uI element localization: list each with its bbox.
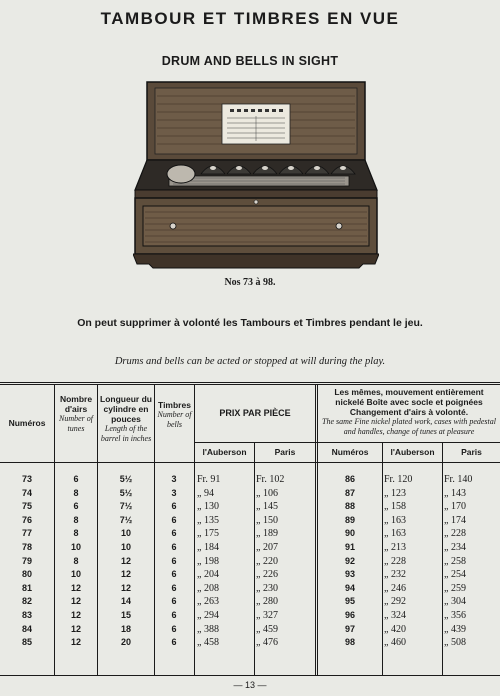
cell-timbres: 3 [171,487,177,498]
cell-auberson: „ 175 [197,528,219,540]
cell-paris: „ 280 [256,596,278,608]
cell-numero: 73 [21,474,32,484]
header-timbres-en: Number of bells [157,410,192,429]
cell-airs: 8 [73,555,79,566]
cell-auberson: „ 388 [197,623,219,635]
cell-numero-2: 96 [344,610,355,620]
table-header-rule [0,462,500,463]
cell-auberson: „ 458 [197,637,219,649]
cell-paris: „ 106 [256,487,278,499]
note-french: On peut supprimer à volonté les Tambours et Timbres pendant le jeu. [77,317,423,329]
table-row [0,528,500,541]
table-top-rule-double [0,384,500,385]
table-row [0,596,500,609]
cell-longueur: 10 [120,528,131,539]
header-longueur-en: Length of the barrel in inches [100,424,152,443]
cell-auberson-2: „ 123 [384,487,406,499]
cell-longueur: 5½ [119,474,133,484]
cell-paris-2: „ 254 [444,569,466,581]
cell-timbres: 6 [171,528,177,539]
header-longueur-fr: Longueur du cylindre en pouces [100,394,152,424]
cell-auberson-2: „ 246 [384,582,406,594]
table-bottom-rule [0,675,500,676]
cell-auberson: „ 94 [197,487,214,499]
cell-paris-2: „ 259 [444,582,466,594]
cell-numero: 84 [21,623,32,634]
cell-paris: „ 150 [256,514,278,526]
cell-auberson-2: „ 158 [384,501,406,513]
header-paris: Paris [274,447,296,457]
cell-auberson: „ 198 [197,555,219,567]
cell-numero: 80 [21,569,32,580]
cell-auberson: „ 130 [197,501,219,513]
cell-numero-2: 98 [344,637,355,648]
page-number: — 13 — [233,680,267,690]
price-subheader-rule [195,442,315,443]
header-auberson-2: l'Auberson [390,447,435,457]
cell-airs: 12 [70,582,81,593]
cell-auberson: „ 184 [197,542,219,553]
cell-timbres: 6 [171,637,177,648]
cell-auberson-2: „ 292 [384,596,406,608]
cell-paris: „ 459 [256,623,278,635]
table-top-rule [0,382,500,383]
note-english: Drums and bells can be acted or stopped at will during the play. [114,356,386,367]
cell-timbres: 6 [171,623,177,634]
header-prix: PRIX PAR PIÈCE [219,408,291,418]
cell-auberson: „ 294 [197,610,219,621]
cell-auberson-2: „ 232 [384,569,406,581]
header-nombre-airs-fr: Nombre d'airs [59,394,93,414]
cell-timbres: 6 [171,596,177,607]
cell-numero-2: 89 [344,514,355,525]
model-numbers: Nos 73 à 98. [224,277,276,288]
cell-paris: „ 220 [256,555,278,567]
cell-paris: „ 207 [256,542,278,553]
cell-paris-2: Fr. 140 [444,474,473,485]
cell-numero-2: 87 [344,487,355,498]
cell-airs: 8 [73,528,79,539]
header-auberson: l'Auberson [202,447,247,457]
cell-airs: 10 [70,569,81,580]
cell-paris: „ 226 [256,569,278,581]
cell-paris-2: „ 234 [444,542,466,553]
cell-longueur: 10 [120,542,131,552]
cell-timbres: 6 [171,569,177,580]
cell-paris-2: „ 174 [444,514,466,526]
cell-auberson-2: „ 324 [384,610,406,621]
cell-auberson-2: „ 163 [384,514,406,526]
table-row [0,610,500,623]
cell-timbres: 6 [171,542,177,552]
cell-numero: 78 [21,542,32,552]
table-row [0,569,500,582]
table-row [0,488,500,501]
cell-paris: „ 476 [256,637,278,649]
cell-auberson: „ 208 [197,582,219,594]
header-same [320,387,498,437]
cell-numero: 76 [21,514,32,525]
header-longueur [98,394,154,444]
cell-numero-2: 86 [344,474,355,484]
cell-longueur: 18 [120,623,131,634]
music-box-illustration [133,78,379,270]
cell-numero-2: 92 [344,555,355,566]
header-nombre-airs [55,394,97,434]
table-row [0,474,500,487]
cell-timbres: 6 [171,501,177,512]
cell-auberson: „ 204 [197,569,219,581]
cell-auberson: „ 263 [197,596,219,608]
cell-longueur: 15 [120,610,131,620]
cell-longueur: 20 [120,637,131,648]
cell-numero-2: 93 [344,569,355,580]
cell-airs: 12 [70,637,81,648]
cell-numero: 77 [21,528,32,539]
cell-numero: 74 [21,487,32,498]
cell-airs: 6 [73,501,79,512]
cell-auberson-2: „ 228 [384,555,406,567]
cell-numero: 81 [21,582,32,593]
cell-paris-2: „ 258 [444,555,466,567]
cell-timbres: 6 [171,582,177,593]
cell-numero-2: 90 [344,528,355,539]
cell-auberson-2: „ 163 [384,528,406,540]
cell-airs: 12 [70,596,81,607]
same-subheader-rule [316,442,500,443]
cell-numero-2: 94 [344,582,355,593]
cell-auberson-2: „ 460 [384,637,406,649]
header-timbres [155,400,194,430]
cell-auberson-2: „ 420 [384,623,406,635]
cell-auberson-2: „ 213 [384,542,406,553]
cell-longueur: 5½ [119,487,133,498]
table-row [0,515,500,528]
cell-paris-2: „ 143 [444,487,466,499]
cell-longueur: 7½ [119,514,133,525]
cell-auberson: Fr. 91 [197,474,221,485]
cell-timbres: 6 [171,514,177,525]
cell-airs: 12 [70,623,81,634]
cell-auberson: „ 135 [197,514,219,526]
cell-numero: 82 [21,596,32,607]
cell-numero: 83 [21,610,32,620]
cell-airs: 6 [73,474,79,484]
cell-paris-2: „ 170 [444,501,466,513]
cell-paris-2: „ 304 [444,596,466,608]
header-numeros-2: Numéros [331,447,369,457]
table-row [0,501,500,514]
cell-numero-2: 97 [344,623,355,634]
table-row [0,637,500,650]
page-subtitle: DRUM AND BELLS IN SIGHT [161,54,339,68]
cell-airs: 10 [70,542,81,552]
cell-timbres: 6 [171,610,177,620]
page-title: TAMBOUR ET TIMBRES EN VUE [100,9,400,28]
cell-paris: „ 327 [256,610,278,621]
cell-timbres: 3 [171,474,177,484]
cell-numero: 85 [21,637,32,648]
cell-longueur: 7½ [119,501,133,512]
cell-airs: 8 [73,514,79,525]
table-row [0,556,500,569]
cell-longueur: 14 [120,596,131,607]
cell-numero: 75 [21,501,32,512]
cell-numero-2: 88 [344,501,355,512]
cell-paris: „ 145 [256,501,278,513]
cell-paris-2: „ 228 [444,528,466,540]
cell-auberson-2: Fr. 120 [384,474,413,485]
cell-airs: 12 [70,610,81,620]
cell-paris: „ 230 [256,582,278,594]
cell-paris: Fr. 102 [256,474,285,485]
header-nombre-airs-en: Number of tunes [59,414,93,433]
table-row [0,583,500,596]
cell-longueur: 12 [120,582,131,593]
cell-paris: „ 189 [256,528,278,540]
cell-paris-2: „ 439 [444,623,466,635]
cell-timbres: 6 [171,555,177,566]
price-table [0,382,500,676]
cell-airs: 8 [73,487,79,498]
header-numeros: Numéros [8,418,46,428]
table-row [0,624,500,637]
header-same-en: The same Fine nickel plated work, cases with pedestal and handles, change of tunes at pleasure [322,417,496,436]
cell-longueur: 12 [120,555,131,566]
table-row [0,542,500,555]
cell-numero-2: 91 [344,542,355,552]
header-paris-2: Paris [461,447,482,457]
header-timbres-fr: Timbres [158,400,191,410]
cell-numero: 79 [21,555,32,566]
cell-numero-2: 95 [344,596,355,607]
cell-paris-2: „ 508 [444,637,466,649]
header-same-fr: Les mêmes, mouvement entièrement nickelé Boîte avec socle et poignées Changement d'airs à volonté. [334,387,484,417]
cell-longueur: 12 [120,569,131,580]
cell-paris-2: „ 356 [444,610,466,621]
